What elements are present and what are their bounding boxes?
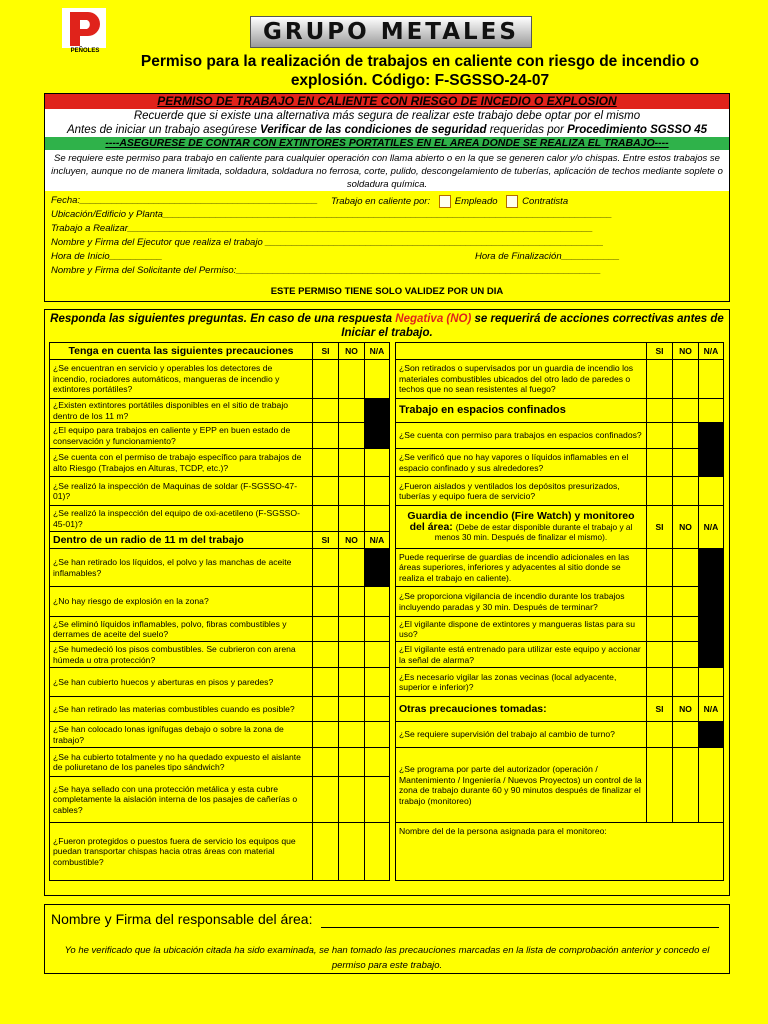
na-cell[interactable] [365, 477, 390, 506]
si-cell[interactable] [313, 587, 339, 617]
question: ¿Fueron protegidos o puestos fuera de servicio los equipos que puedan transportar chispas hacia otras áreas con material combustible? [50, 823, 313, 881]
no-header: NO [339, 343, 365, 360]
na-cell-disabled [365, 549, 390, 587]
document-title [120, 52, 720, 90]
question: ¿Se realizó la inspección de Maquinas de soldar (F-SGSSO-47-01)? [50, 477, 313, 506]
si-cell[interactable] [647, 360, 673, 399]
si-cell[interactable] [647, 549, 673, 587]
right-checklist [395, 342, 724, 881]
penoles-logo-icon [62, 8, 106, 48]
empty-cell [647, 399, 673, 423]
si-cell[interactable] [313, 777, 339, 823]
validity-note: ESTE PERMISO TIENE SOLO VALIDEZ POR UN DIA [270, 286, 504, 297]
na-cell-disabled [699, 617, 724, 642]
question: ¿No hay riesgo de explosión en la zona? [50, 587, 313, 617]
penoles-logo [60, 8, 110, 60]
question: ¿Se humedeció los pisos combustibles. Se cubrieron con arena húmeda u otra protección? [50, 642, 313, 668]
no-cell[interactable] [673, 668, 699, 697]
na-cell-disabled [699, 722, 724, 748]
responsible-title: Nombre y Firma del responsable del área: [51, 911, 313, 927]
question: ¿Se verificó que no hay vapores o líquidos inflamables en el espacio confinado y sus alrededores? [396, 449, 647, 477]
si-cell[interactable] [313, 449, 339, 477]
na-cell[interactable] [365, 360, 390, 399]
permit-note-1: Recuerde que si existe una alternativa más segura de realizar este trabajo debe optar por el mismo [45, 109, 729, 123]
na-header: N/A [365, 343, 390, 360]
no-cell[interactable] [339, 777, 365, 823]
si-cell[interactable] [647, 423, 673, 449]
na-header: N/A [365, 532, 390, 549]
question: ¿Se han colocado lonas ignífugas debajo o sobre la zona de trabajo? [50, 722, 313, 748]
na-cell-disabled [699, 642, 724, 668]
no-cell[interactable] [339, 423, 365, 449]
na-cell-disabled [365, 423, 390, 449]
no-cell[interactable] [339, 722, 365, 748]
permit-heading: PERMISO DE TRABAJO EN CALIENTE CON RIESGO DE INCEDIO O EXPLOSION [45, 94, 729, 109]
no-header: NO [673, 343, 699, 360]
empty-cell [673, 399, 699, 423]
no-cell[interactable] [339, 399, 365, 423]
si-cell[interactable] [313, 668, 339, 697]
si-cell[interactable] [647, 617, 673, 642]
na-cell[interactable] [699, 477, 724, 506]
na-cell[interactable] [365, 668, 390, 697]
no-cell[interactable] [673, 423, 699, 449]
responsible-signature-line[interactable] [321, 927, 719, 928]
na-cell-disabled [699, 587, 724, 617]
question: Puede requerirse de guardias de incendio adicionales en las áreas superiores, inferiores y adyacentes al sitio donde se realiza el trabajo en caliente). [396, 549, 647, 587]
questions-instructions [45, 310, 729, 342]
si-cell[interactable] [647, 587, 673, 617]
permit-note-2 [45, 123, 729, 137]
question: ¿Se programa por parte del autorizador (operación / Mantenimiento / Ingeniería / Nuevos Proyectos) un control de la zona de trabajo durante 60 y 90 minutos después de finalizar el trabajo (monitoreo) [396, 748, 647, 823]
no-cell[interactable] [339, 549, 365, 587]
na-cell-disabled [699, 549, 724, 587]
na-cell[interactable] [365, 722, 390, 748]
si-cell[interactable] [313, 748, 339, 777]
no-cell[interactable] [673, 360, 699, 399]
question: ¿Se cuenta con el permiso de trabajo específico para trabajos de alto Riesgo (Trabajos en Alturas, TCDP, etc.)? [50, 449, 313, 477]
no-cell[interactable] [339, 477, 365, 506]
na-cell[interactable] [365, 823, 390, 881]
instructions-text: Responda las siguientes preguntas. En caso de una respuesta [50, 313, 396, 325]
no-header: NO [673, 697, 699, 722]
si-header: SI [647, 506, 673, 549]
no-cell[interactable] [339, 668, 365, 697]
si-cell[interactable] [313, 722, 339, 748]
employee-checkbox[interactable] [439, 195, 451, 208]
no-cell[interactable] [339, 449, 365, 477]
no-cell[interactable] [339, 697, 365, 722]
question: ¿Se realizó la inspección del equipo de oxi-acetileno (F-SGSSO-45-01)? [50, 506, 313, 532]
question: ¿Se proporciona vigilancia de incendio durante los trabajos incluyendo paradas y 30 min. Después de terminar? [396, 587, 647, 617]
si-cell[interactable] [647, 668, 673, 697]
na-cell[interactable] [365, 506, 390, 532]
permit-section [44, 93, 730, 302]
permit-description: Se requiere este permiso para trabajo en caliente para cualquier operación con llama abierto o en la que se generen calor y/o chispas. Entre estos trabajos se incluyen, aunque no de manera limitada, soldadura, soldadura no ferrosa, corte, pulido, descongelamiento de tuberías, aplicación de techos mediante soplete o soldadura química. [45, 150, 729, 191]
negative-label: Negativa (NO) [395, 313, 472, 325]
si-cell[interactable] [313, 477, 339, 506]
questions-section [44, 309, 730, 896]
na-cell-disabled [699, 449, 724, 477]
responsible-section [44, 904, 730, 974]
si-cell[interactable] [647, 642, 673, 668]
no-header: NO [673, 506, 699, 549]
instructions-text: se requerirá de acciones correctivas antes de Iniciar el trabajo. [341, 313, 724, 339]
na-cell[interactable] [365, 587, 390, 617]
no-cell[interactable] [339, 617, 365, 642]
date-field[interactable]: Fecha:_____________________________________________ [51, 195, 318, 206]
na-cell[interactable] [365, 777, 390, 823]
question: ¿El vigilante está entrenado para utilizar este equipo y accionar la señal de alarma? [396, 642, 647, 668]
si-cell[interactable] [313, 642, 339, 668]
si-cell[interactable] [313, 399, 339, 423]
requester-field[interactable]: Nombre y Firma del Solicitante del Permiso:_____________________________________________________________________ [51, 265, 601, 276]
na-cell[interactable] [365, 449, 390, 477]
question: ¿Se encuentran en servicio y operables los detectores de incendio, rociadores automáticos, mangueras de incendio y extintores portátiles? [50, 360, 313, 399]
no-cell[interactable] [673, 549, 699, 587]
na-header: N/A [699, 697, 724, 722]
question: ¿El equipo para trabajos en caliente y EPP en buen estado de conservación y funcionamiento? [50, 423, 313, 449]
question: ¿Se requiere supervisión del trabajo al cambio de turno? [396, 722, 647, 748]
si-cell[interactable] [313, 823, 339, 881]
work-by-group [331, 195, 568, 208]
note-emphasis: Verificar de las condiciones de seguridad [260, 124, 487, 136]
left-checklist [49, 342, 390, 881]
no-cell[interactable] [339, 823, 365, 881]
empty-cell [699, 399, 724, 423]
extinguisher-warning: ----ASEGURESE DE CONTAR CON EXTINTORES PORTATILES EN EL AREA DONDE SE REALIZA EL TRABAJO---- [45, 137, 729, 150]
start-time-field[interactable]: Hora de Inicio__________ [51, 251, 163, 262]
question: ¿Se han retirado los líquidos, el polvo y las manchas de aceite inflamables? [50, 549, 313, 587]
no-cell[interactable] [339, 506, 365, 532]
na-cell-disabled [699, 423, 724, 449]
monitor-name-field[interactable]: Nombre del de la persona asignada para el monitoreo: [396, 823, 724, 881]
no-cell[interactable] [673, 642, 699, 668]
precautions-header: Tenga en cuenta las siguientes precauciones [50, 343, 313, 360]
other-precautions-header: Otras precauciones tomadas: [396, 697, 647, 722]
end-time-field[interactable]: Hora de Finalización___________ [475, 251, 620, 262]
fire-watch-header [396, 506, 647, 549]
no-cell[interactable] [339, 587, 365, 617]
responsible-statement: Yo he verificado que la ubicación citada ha sido examinada, se han tomado las precauciones marcadas en la lista de comprobación anterior y concedo el permiso para este trabajo. [64, 945, 710, 971]
na-cell[interactable] [365, 617, 390, 642]
title-line-2: explosión. Código: F-SGSSO-24-07 [290, 72, 550, 89]
brand-banner: GRUPO METALES [250, 16, 532, 48]
si-header: SI [313, 532, 339, 549]
note-procedure: Procedimiento SGSSO 45 [567, 124, 708, 136]
si-header: SI [647, 697, 673, 722]
no-cell[interactable] [339, 642, 365, 668]
blank-header [396, 343, 647, 360]
si-cell[interactable] [313, 506, 339, 532]
si-cell[interactable] [647, 449, 673, 477]
no-cell[interactable] [339, 360, 365, 399]
na-cell[interactable] [699, 668, 724, 697]
si-cell[interactable] [313, 617, 339, 642]
si-header: SI [647, 343, 673, 360]
work-by-label: Trabajo en caliente por: [331, 196, 431, 208]
radius-section-header: Dentro de un radio de 11 m del trabajo [50, 532, 313, 549]
question: ¿Se ha cubierto totalmente y no ha quedado expuesto el aislante de poliuretano de los paneles tipo sándwich? [50, 748, 313, 777]
na-cell[interactable] [365, 642, 390, 668]
si-cell[interactable] [313, 697, 339, 722]
no-cell[interactable] [673, 477, 699, 506]
executor-field[interactable]: Nombre y Firma del Ejecutor que realiza el trabajo ________________________________________________________________ [51, 237, 604, 248]
si-cell[interactable] [647, 748, 673, 823]
no-cell[interactable] [673, 449, 699, 477]
question: ¿Es necesario vigilar las zonas vecinas (local adyacente, superior e inferior)? [396, 668, 647, 697]
question: ¿El vigilante dispone de extintores y mangueras listas para su uso? [396, 617, 647, 642]
question: ¿Se cuenta con permiso para trabajos en espacios confinados? [396, 423, 647, 449]
location-field[interactable]: Ubicación/Edificio y Planta_____________________________________________________________________________________ [51, 209, 613, 220]
no-cell[interactable] [339, 748, 365, 777]
si-cell[interactable] [313, 423, 339, 449]
no-cell[interactable] [673, 587, 699, 617]
logo-text: PEÑOLES [70, 48, 100, 54]
employee-label: Empleado [454, 196, 498, 208]
question: ¿Se haya sellado con una protección metálica y esta cubre completamente la aislación interna de los pasajes de cañerías o cables? [50, 777, 313, 823]
no-header: NO [339, 532, 365, 549]
question: ¿Fueron aislados y ventilados los depósitos presurizados, tuberías y equipo fuera de servicio? [396, 477, 647, 506]
na-cell[interactable] [699, 360, 724, 399]
si-cell[interactable] [313, 360, 339, 399]
question: ¿Son retirados o supervisados por un guardia de incendio los materiales combustibles ubicados del otro lado de paredes o techos que no sean resistentes al fuego? [396, 360, 647, 399]
na-cell[interactable] [699, 748, 724, 823]
na-cell[interactable] [365, 697, 390, 722]
si-cell[interactable] [647, 722, 673, 748]
no-cell[interactable] [673, 617, 699, 642]
work-field[interactable]: Trabajo a Realizar________________________________________________________________________________________ [51, 223, 593, 234]
question: ¿Se han cubierto huecos y aberturas en pisos y paredes? [50, 668, 313, 697]
fire-watch-note: (Debe de estar disponible durante el trabajo y al menos 30 min. Después de finalizar el mismo). [434, 521, 633, 543]
fire-watch-title: Guardia de incendio (Fire Watch) y monitoreo del área: [407, 510, 635, 533]
question: ¿Se han retirado las materias combustibles cuando es posible? [50, 697, 313, 722]
contractor-label: Contratista [522, 196, 569, 208]
no-cell[interactable] [673, 722, 699, 748]
note-text: Antes de iniciar un trabajo asegúrese [66, 124, 261, 136]
no-cell[interactable] [673, 748, 699, 823]
na-cell[interactable] [365, 748, 390, 777]
si-cell[interactable] [647, 477, 673, 506]
na-header: N/A [699, 343, 724, 360]
question: ¿Se eliminó líquidos inflamables, polvo, fibras combustibles y derrames de aceite del suelo? [50, 617, 313, 642]
contractor-checkbox[interactable] [506, 195, 518, 208]
na-header: N/A [699, 506, 724, 549]
title-line-1: Permiso para la realización de trabajos en caliente con riesgo de incendio o [140, 53, 700, 70]
note-text: requeridas por [486, 124, 568, 136]
si-cell[interactable] [313, 549, 339, 587]
si-header: SI [313, 343, 339, 360]
question: ¿Existen extintores portátiles disponibles en el sitio de trabajo dentro de los 11 m? [50, 399, 313, 423]
confined-spaces-header: Trabajo en espacios confinados [396, 399, 647, 423]
na-cell-disabled [365, 399, 390, 423]
